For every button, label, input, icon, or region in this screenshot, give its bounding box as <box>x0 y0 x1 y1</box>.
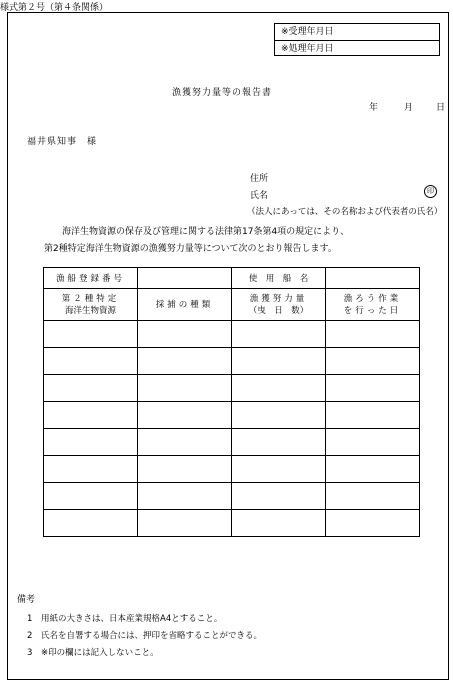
catch-type-cell[interactable] <box>138 510 232 537</box>
document-title: 漁獲努力量等の報告書 <box>172 88 273 98</box>
fishing-day-header-line-1: 漁ろう作業 <box>343 293 402 304</box>
fishing-day-cell[interactable] <box>326 483 420 510</box>
species-cell[interactable] <box>44 510 138 537</box>
table-row <box>44 483 420 510</box>
table-row <box>44 348 420 375</box>
species-header-line-1: 第２種特定 <box>61 293 120 304</box>
fishing-day-header-line-2: を行った日 <box>343 305 402 316</box>
table-row <box>44 321 420 348</box>
table-row <box>44 375 420 402</box>
note-item <box>27 646 159 658</box>
fishing-day-cell[interactable] <box>326 402 420 429</box>
fishing-day-cell[interactable] <box>326 321 420 348</box>
species-cell[interactable] <box>44 402 138 429</box>
species-cell[interactable] <box>44 348 138 375</box>
date-month-label: 月 <box>404 103 414 113</box>
species-header <box>44 289 138 321</box>
catch-type-cell[interactable] <box>138 348 232 375</box>
fishing-day-cell[interactable] <box>326 510 420 537</box>
note-item <box>27 612 222 624</box>
address-label: 住所 <box>250 174 269 184</box>
body-text-line-1: 海洋生物資源の保存及び管理に関する法律第17条第4項の規定により、 <box>62 227 350 237</box>
corporation-note: （法人にあっては、その名称および代表者の氏名） <box>247 207 443 217</box>
species-cell[interactable] <box>44 429 138 456</box>
addressee: 福井県知事 様 <box>27 137 98 147</box>
species-cell[interactable] <box>44 483 138 510</box>
species-header-line-2: 海洋生物資源 <box>64 305 116 316</box>
effort-header <box>232 289 326 321</box>
office-use-box <box>274 23 440 56</box>
fishing-day-cell[interactable] <box>326 429 420 456</box>
vessel-used-cell[interactable] <box>326 268 420 289</box>
catch-type-cell[interactable] <box>138 402 232 429</box>
note-number: 2 <box>27 631 33 641</box>
catch-type-cell[interactable] <box>138 483 232 510</box>
effort-cell[interactable] <box>232 510 326 537</box>
note-number: 1 <box>27 614 33 624</box>
catch-type-cell[interactable] <box>138 321 232 348</box>
catch-type-cell[interactable] <box>138 456 232 483</box>
effort-record-table <box>43 267 420 537</box>
table-row <box>44 402 420 429</box>
body-text-line-2: 第2種特定海洋生物資源の漁獲努力量等について次のとおり報告します。 <box>44 244 337 254</box>
fishing-day-cell[interactable] <box>326 375 420 402</box>
form-number-label: 様式第２号（第４条関係） <box>0 3 109 13</box>
received-date-field[interactable]: ※受理年月日 <box>281 27 334 37</box>
effort-cell[interactable] <box>232 348 326 375</box>
effort-cell[interactable] <box>232 483 326 510</box>
vessel-registration-number-cell[interactable] <box>138 268 232 289</box>
note-number: 3 <box>27 648 33 658</box>
effort-cell[interactable] <box>232 402 326 429</box>
catch-type-header: 採捕の種類 <box>138 289 232 321</box>
fishing-day-cell[interactable] <box>326 348 420 375</box>
effort-cell[interactable] <box>232 429 326 456</box>
table-row <box>44 429 420 456</box>
effort-header-line-2: （曳 日 数） <box>248 305 309 316</box>
table-row <box>44 510 420 537</box>
table-row <box>44 456 420 483</box>
catch-type-cell[interactable] <box>138 375 232 402</box>
effort-cell[interactable] <box>232 375 326 402</box>
notes-title: 備考 <box>17 595 36 605</box>
seal-mark: 印 <box>424 185 437 198</box>
processed-date-field[interactable]: ※処理年月日 <box>275 40 439 57</box>
fishing-day-cell[interactable] <box>326 456 420 483</box>
note-item <box>27 629 262 641</box>
fishing-day-header <box>326 289 420 321</box>
date-day-label: 日 <box>436 103 446 113</box>
species-cell[interactable] <box>44 321 138 348</box>
catch-type-cell[interactable] <box>138 429 232 456</box>
species-cell[interactable] <box>44 456 138 483</box>
effort-header-line-1: 漁獲努力量 <box>249 293 308 304</box>
date-year-label: 年 <box>369 103 379 113</box>
name-label: 氏名 <box>250 191 269 201</box>
effort-cell[interactable] <box>232 321 326 348</box>
note-text: 用紙の大きさは、日本産業規格A4とすること。 <box>41 614 223 624</box>
note-text: 氏名を自署する場合には、押印を省略することができる。 <box>41 631 263 641</box>
species-cell[interactable] <box>44 375 138 402</box>
vessel-used-label: 使 用 船 名 <box>232 268 326 289</box>
vessel-registration-number-label: 漁船登録番号 <box>44 268 138 289</box>
note-text: ※印の欄には記入しないこと。 <box>41 648 159 658</box>
effort-cell[interactable] <box>232 456 326 483</box>
